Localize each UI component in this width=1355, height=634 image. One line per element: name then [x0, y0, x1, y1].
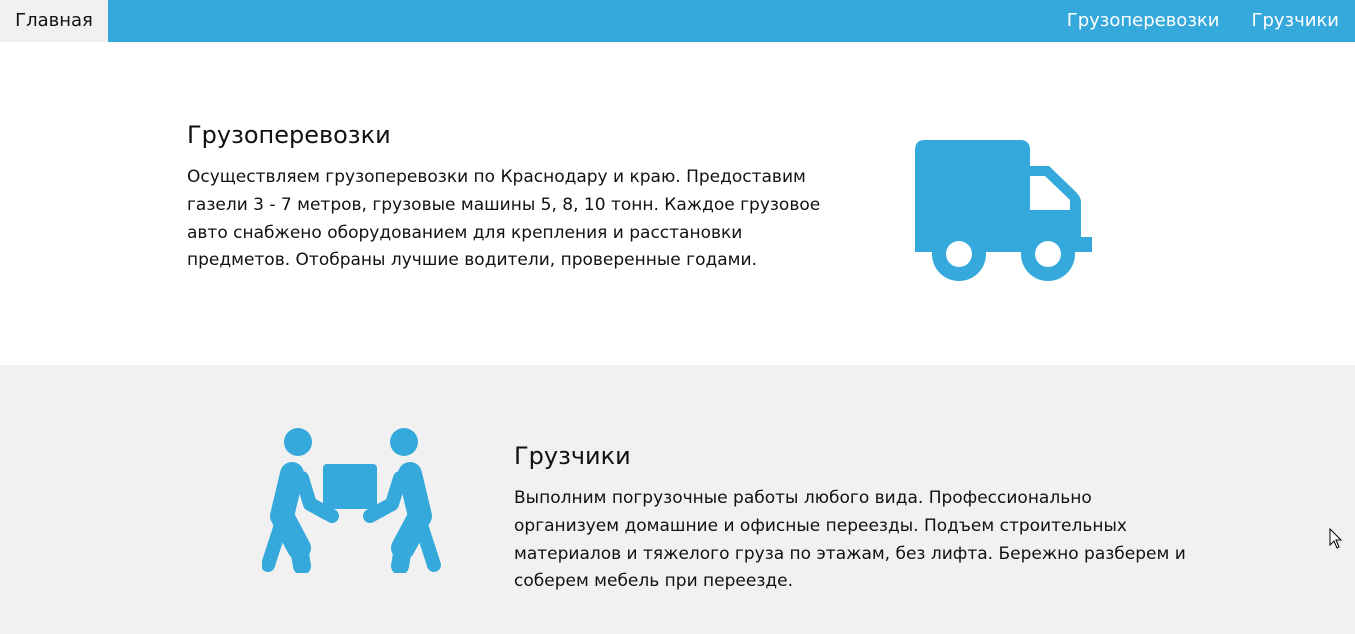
movers-heading: Грузчики [514, 442, 631, 470]
cargo-description: Осуществляем грузоперевозки по Краснодару и краю. Предоставим газели 3 - 7 метров, грузовые машины 5, 8, 10 тонн. Каждое грузовое авто снабжено оборудованием для крепления и расстановки предметов. Отобраны лучшие водители, проверенные годами. [187, 167, 821, 271]
movers-carrying-box-icon [262, 428, 442, 573]
movers-description: Выполним погрузочные работы любого вида. Профессионально организуем домашние и офисные переезды. Подъем строительных материалов и тяжелого груза по этажам, без лифта. Бережно разберем и соберем мебель при переезде. [514, 488, 1186, 592]
movers-section [0, 365, 1355, 634]
mouse-cursor-icon [1329, 528, 1343, 550]
nav-link-cargo[interactable]: Грузоперевозки [1066, 10, 1220, 31]
nav-right-links [1051, 0, 1355, 42]
nav-link-movers[interactable]: Грузчики [1251, 10, 1339, 31]
top-navbar [0, 0, 1355, 42]
cargo-text-block [187, 120, 847, 275]
nav-home-link[interactable]: Главная [0, 0, 108, 42]
truck-icon [915, 140, 1093, 285]
cargo-section [0, 42, 1355, 365]
movers-text-block [514, 441, 1194, 596]
cargo-heading: Грузоперевозки [187, 121, 391, 149]
